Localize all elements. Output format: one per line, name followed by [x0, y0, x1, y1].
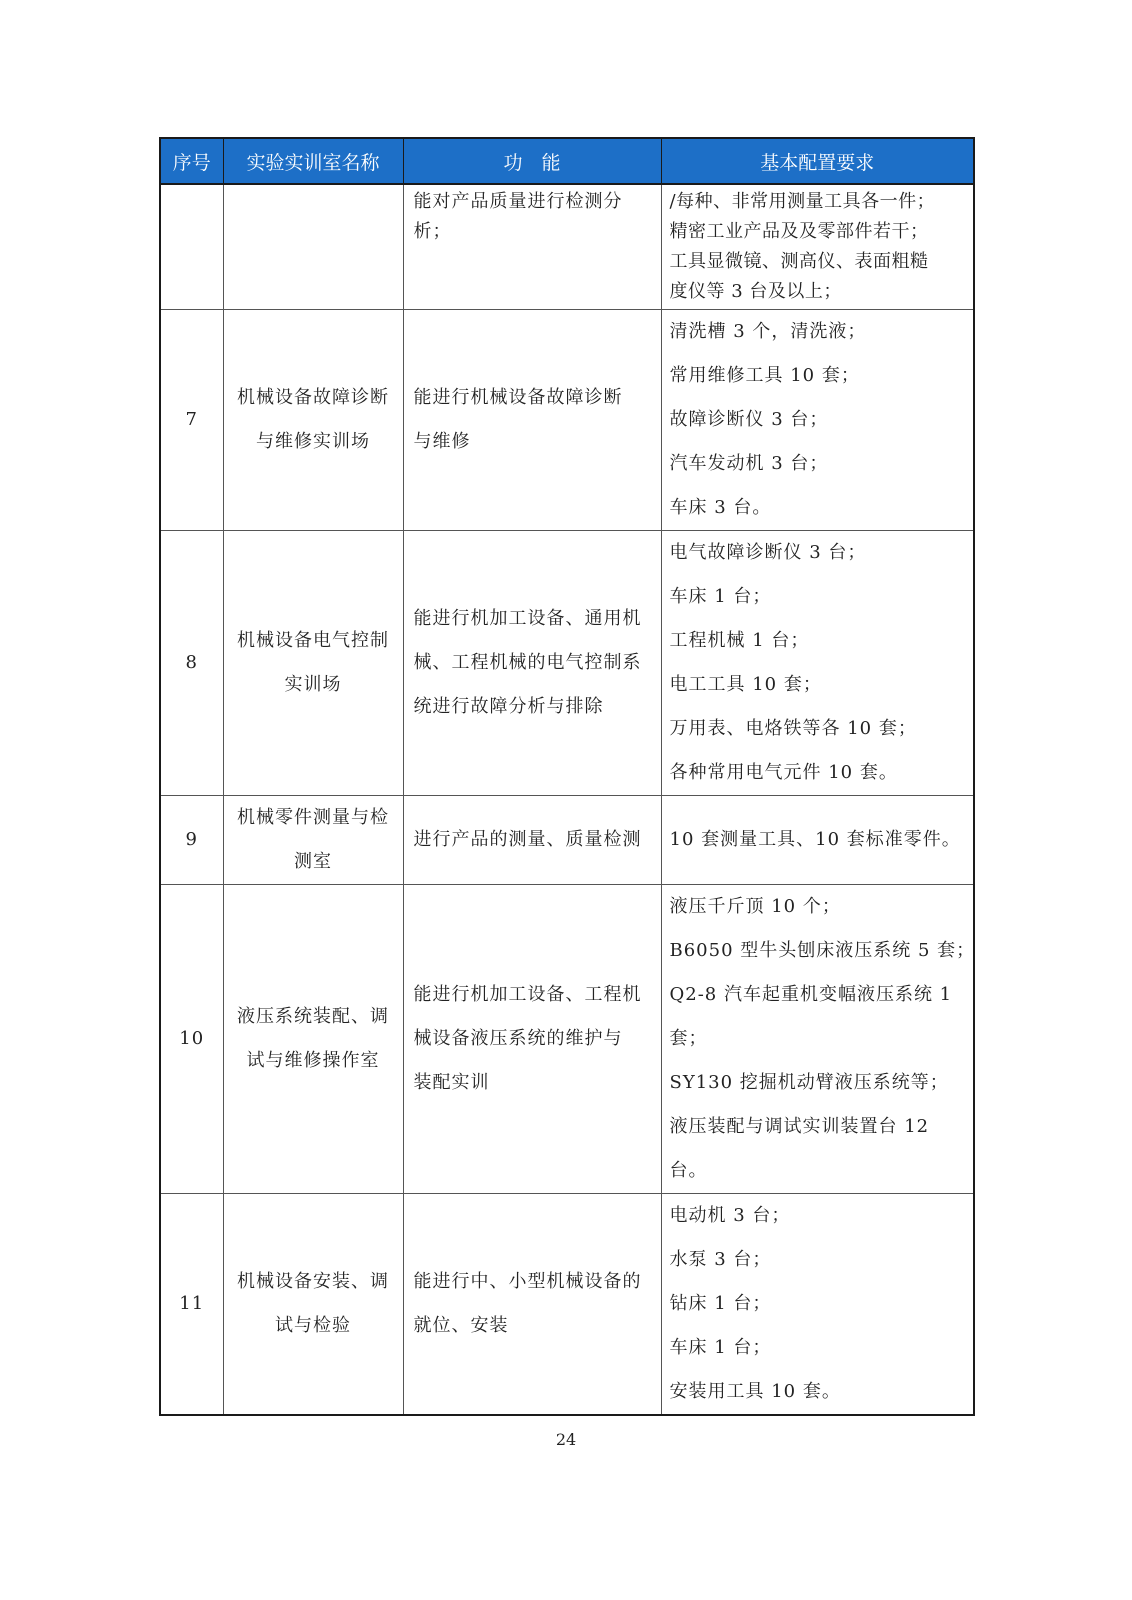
cell-function-line: 就位、安装 [413, 1315, 509, 1336]
cell-config-line: 电气故障诊断仪 3 台； [669, 542, 867, 563]
equipment-table-container [159, 137, 976, 1416]
cell-config-line: B6050 型牛头刨床液压系统 5 套； [669, 940, 976, 961]
header-serial-number: 序号 [160, 138, 223, 184]
cell-function-line: 统进行故障分析与排除 [413, 696, 604, 717]
cell-lab-name-line: 试与检验 [275, 1315, 351, 1336]
cell-config-line: 工程机械 1 台； [669, 630, 810, 651]
table-row [160, 310, 974, 531]
cell-function [403, 1194, 661, 1416]
cell-lab-name-line: 机械设备电气控制 [237, 630, 389, 651]
cell-config [661, 885, 974, 1194]
cell-config-line: 车床 3 台。 [669, 497, 772, 518]
cell-config-line: 安装用工具 10 套。 [669, 1381, 841, 1402]
cell-lab-name [223, 310, 403, 531]
cell-serial-number: 7 [160, 310, 223, 531]
cell-lab-name [223, 885, 403, 1194]
cell-config-line: /每种、非常用测量工具各一件； [669, 191, 936, 212]
cell-serial-number: 11 [160, 1194, 223, 1416]
lab-configuration-table [159, 137, 975, 1416]
cell-lab-name [223, 184, 403, 310]
cell-config-line: 汽车发动机 3 台； [669, 453, 829, 474]
cell-function-line: 能进行机加工设备、工程机 [413, 984, 642, 1005]
cell-config [661, 796, 974, 885]
cell-function-line: 械设备液压系统的维护与 [413, 1028, 623, 1049]
cell-function [403, 310, 661, 531]
cell-serial-number: 9 [160, 796, 223, 885]
cell-lab-name [223, 1194, 403, 1416]
cell-config-line: 电工工具 10 套； [669, 674, 822, 695]
cell-config-line: 车床 1 台； [669, 1337, 772, 1358]
cell-lab-name-line: 液压系统装配、调 [237, 1006, 389, 1027]
cell-lab-name [223, 796, 403, 885]
cell-config-line: 常用维修工具 10 套； [669, 365, 860, 386]
cell-function-line: 能进行机加工设备、通用机 [413, 608, 642, 629]
cell-config-line: 台。 [669, 1160, 708, 1181]
cell-function-line: 能进行中、小型机械设备的 [413, 1271, 642, 1292]
cell-serial-number [160, 184, 223, 310]
table-body [160, 184, 974, 1415]
table-row [160, 184, 974, 310]
cell-config-line: 工具显微镜、测高仪、表面粗糙 [669, 251, 929, 272]
cell-lab-name [223, 531, 403, 796]
header-config-requirements: 基本配置要求 [661, 138, 974, 184]
cell-function [403, 531, 661, 796]
cell-config-line: Q2-8 汽车起重机变幅液压系统 1 [669, 984, 953, 1005]
cell-config [661, 310, 974, 531]
cell-config-line: 万用表、电烙铁等各 10 套； [669, 718, 917, 739]
cell-config-line: 故障诊断仪 3 台； [669, 409, 829, 430]
cell-function [403, 184, 661, 310]
cell-config-line: 各种常用电气元件 10 套。 [669, 762, 898, 783]
header-lab-name: 实验实训室名称 [223, 138, 403, 184]
cell-config-line: 液压千斤顶 10 个； [669, 896, 841, 917]
cell-function-line: 装配实训 [413, 1072, 490, 1093]
cell-config [661, 1194, 974, 1416]
cell-lab-name-line: 机械设备故障诊断 [237, 387, 389, 408]
cell-lab-name-line: 机械设备安装、调 [237, 1271, 389, 1292]
cell-function-line: 进行产品的测量、质量检测 [413, 829, 642, 850]
cell-function [403, 885, 661, 1194]
cell-function-line: 能对产品质量进行检测分 [413, 191, 623, 212]
cell-config-line: 套； [669, 1028, 708, 1049]
table-row [160, 531, 974, 796]
cell-config-line: 清洗槽 3 个，清洗液； [669, 321, 867, 342]
cell-config-line: 车床 1 台； [669, 586, 772, 607]
table-row [160, 885, 974, 1194]
cell-lab-name-line: 测室 [294, 851, 332, 872]
cell-function-line: 械、工程机械的电气控制系 [413, 652, 642, 673]
cell-lab-name-line: 试与维修操作室 [246, 1050, 380, 1071]
table-header-row [160, 138, 974, 184]
cell-config-line: 电动机 3 台； [669, 1205, 791, 1226]
table-row [160, 796, 974, 885]
cell-config [661, 531, 974, 796]
cell-function [403, 796, 661, 885]
cell-serial-number: 10 [160, 885, 223, 1194]
page-number: 24 [555, 1430, 577, 1449]
header-function: 功 能 [403, 138, 661, 184]
cell-config-line: 精密工业产品及及零部件若干； [669, 221, 929, 242]
cell-config-line: 10 套测量工具、10 套标准零件。 [669, 829, 961, 850]
table-row [160, 1194, 974, 1416]
cell-config-line: 钻床 1 台； [669, 1293, 772, 1314]
cell-serial-number: 8 [160, 531, 223, 796]
cell-lab-name-line: 与维修实训场 [256, 431, 370, 452]
cell-config [661, 184, 974, 310]
cell-function-line: 析； [413, 221, 452, 242]
cell-function-line: 能进行机械设备故障诊断 [413, 387, 623, 408]
cell-lab-name-line: 机械零件测量与检 [237, 807, 389, 828]
cell-function-line: 与维修 [413, 431, 471, 452]
cell-lab-name-line: 实训场 [284, 674, 342, 695]
cell-config-line: 液压装配与调试实训装置台 12 [669, 1116, 930, 1137]
cell-config-line: SY130 挖掘机动臂液压系统等； [669, 1072, 949, 1093]
cell-config-line: 度仪等 3 台及以上； [669, 281, 842, 302]
cell-config-line: 水泵 3 台； [669, 1249, 772, 1270]
